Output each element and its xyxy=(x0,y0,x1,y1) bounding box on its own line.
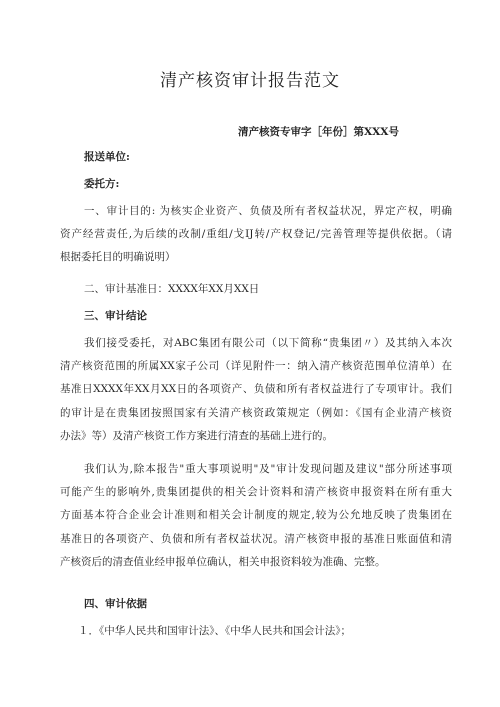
text-line: 一、审计目的: 为核实企业资产、负债及所有者权益状况，界定产权，明确 xyxy=(84,205,452,217)
section-audit-date: 二、审计基准日：XXXX年XX月XX日 xyxy=(84,283,260,295)
conclusion-paragraph-2 xyxy=(60,462,452,578)
section-audit-conclusion-heading: 三、审计结论 xyxy=(84,310,147,322)
text-line: 我们接受委托，对ABC集团有限公司（以下简称“贵集团〃）及其纳入本次 xyxy=(84,337,452,349)
text-line: 办法》等）及清产核资工作方案进行清查的基础上进行的。 xyxy=(60,429,333,442)
text-line: 产核资后的清查值业经申报单位确认，相关申报资料较为准确、完整。 xyxy=(60,555,386,568)
recipient-label: 报送单位: xyxy=(84,151,130,163)
document-title: 清产核资审计报告范文 xyxy=(160,71,340,91)
document-number: 清产核资专审字［年份］第XXX号 xyxy=(238,126,399,138)
section-audit-basis-heading: 四、审计依据 xyxy=(84,598,147,610)
audit-basis-item-1: １．《中华人民共和国审计法》、《中华人民共和国会计法》； xyxy=(78,625,351,637)
section-audit-purpose xyxy=(60,204,452,274)
text-line: 基准日XXXX年XX月XX日的各项资产、负债和所有者权益进行了专项审计。我们 xyxy=(60,383,452,396)
text-line: 我们认为,除本报告"重大事项说明"及"审计发现问题及建议"部分所述事项 xyxy=(84,463,452,475)
text-line: 清产核资范围的所属XX家子公司（详见附件一：纳入清产核资范围单位清单）在 xyxy=(60,360,452,373)
text-line: 基准日的各项资产、负债和所有者权益状况。清产核资申报的基准日账面值和清 xyxy=(60,532,452,545)
text-line: 可能产生的影响外,贵集团提供的相关会计资料和清产核资申报资料在所有重大 xyxy=(60,486,452,499)
text-line: 的审计是在贵集团按照国家有关清产核资政策规定（例如：《国有企业清产核资 xyxy=(60,406,452,419)
text-line: 资产经营责任,为后续的改制/重组/戈IJ转/产权登记/完善管理等提供依据。（请 xyxy=(60,228,452,241)
client-label: 委托方: xyxy=(84,178,120,190)
text-line: 根据委托目的明确说明） xyxy=(60,251,176,264)
conclusion-paragraph-1 xyxy=(60,336,452,452)
text-line: 方面基本符合企业会计准则和相关会计制度的规定,较为公允地反映了贵集团在 xyxy=(60,509,452,522)
